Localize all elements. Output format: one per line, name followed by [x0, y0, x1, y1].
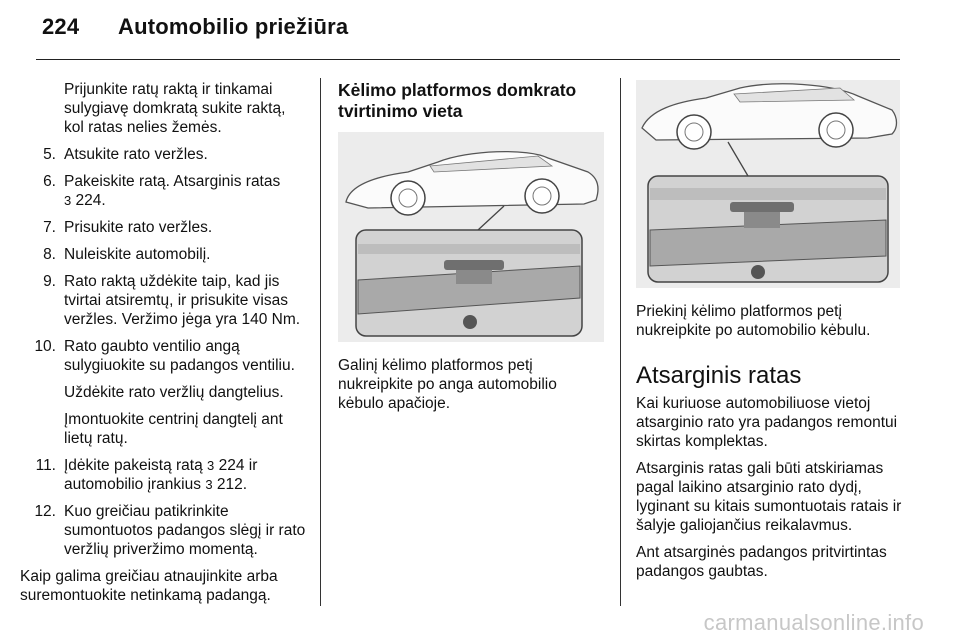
list-item [20, 456, 306, 494]
step-text: Įdėkite pakeistą ratą [64, 457, 203, 474]
step-number: 9. [43, 273, 56, 290]
list-item [20, 337, 306, 375]
step-number: 6. [43, 173, 56, 190]
step-text: Rato gaubto ventilio angą sulygiuokite su padangos ventiliu. [64, 338, 295, 374]
page-ref-link[interactable]: 224 [218, 457, 245, 474]
step-text: Nuleiskite automobilį. [64, 246, 211, 263]
section-heading: Kėlimo platformos domkrato tvirtinimo vieta [338, 80, 577, 121]
page-ref-arrow-icon: 3 [207, 458, 215, 473]
punctuation: . [101, 192, 106, 209]
page-ref-link[interactable]: 212 [216, 476, 243, 493]
step-text: Kuo greičiau patikrinkite sumontuotos padangos slėgį ir rato veržlių priveržimo momentą. [64, 503, 306, 558]
step-note: Uždėkite rato veržlių dangtelius. [64, 384, 284, 401]
watermark: carmanualsonline.info [703, 610, 924, 635]
page-ref-arrow-icon: 3 [205, 477, 213, 492]
rear-jack-point-illustration [338, 132, 604, 342]
list-item [20, 245, 306, 264]
illustration-caption: Priekinį kėlimo platformos petį nukreipkite po automobilio kėbulu. [636, 303, 871, 339]
header-rule [36, 59, 900, 60]
punctuation: . [242, 476, 248, 493]
list-item [20, 272, 306, 329]
paragraph: Atsarginis ratas gali būti atskiriamas pagal laikino atsarginio rato dydį, lyginant su kitais sumontuotais ratais ir šalyje galiojančius reikalavmus. [636, 460, 902, 534]
step-text: Rato raktą uždėkite taip, kad jis tvirtai atsiremtų, ir prisukite visas veržles. Veržimo jėga yra 140 Nm. [64, 273, 301, 328]
paragraph: Ant atsarginės padangos pritvirtintas padangos gaubtas. [636, 544, 887, 580]
front-jack-point-illustration [636, 80, 900, 288]
step-number: 5. [43, 146, 56, 163]
step-text: Prisukite rato veržles. [64, 219, 213, 236]
step-number: 11. [35, 457, 56, 474]
page-header [42, 14, 348, 40]
section-title: Atsarginis ratas [636, 362, 802, 389]
step-note: Įmontuokite centrinį dangtelį ant lietų ratų. [64, 411, 283, 447]
page-ref-arrow-icon: 3 [64, 193, 72, 208]
column-divider-right [620, 78, 621, 606]
middle-column [338, 80, 604, 421]
column-divider-left [320, 78, 321, 606]
right-column [636, 80, 902, 589]
page-number: 224 [42, 14, 80, 39]
page-title: Automobilio priežiūra [118, 14, 349, 39]
step-number: 10. [34, 338, 56, 355]
illustration-caption: Galinį kėlimo platformos petį nukreipkite po anga automobilio kėbulo apačioje. [338, 357, 557, 412]
closing-text: Kaip galima greičiau atnaujinkite arba suremontuokite netinkamą padangą. [20, 568, 278, 604]
left-column [20, 80, 306, 605]
paragraph: Kai kuriuose automobiliuose vietoj atsarginio rato yra padangos remontui skirtas komplektas. [636, 395, 898, 450]
step-number: 12. [34, 503, 56, 520]
step-number: 8. [43, 246, 56, 263]
intro-text: Prijunkite ratų raktą ir tinkamai sulygiavę domkratą sukite raktą, kol ratas nelies žemės. [64, 81, 286, 136]
step-text: Pakeiskite ratą. Atsarginis ratas [64, 173, 281, 190]
step-text: Atsukite rato veržles. [64, 146, 208, 163]
list-item [20, 172, 306, 210]
list-item [20, 218, 306, 237]
step-text: ir automobilio įrankius [64, 457, 258, 493]
list-item [20, 145, 306, 164]
list-item [20, 502, 306, 559]
page-ref-link[interactable]: 224 [75, 192, 102, 209]
step-number: 7. [43, 219, 56, 236]
